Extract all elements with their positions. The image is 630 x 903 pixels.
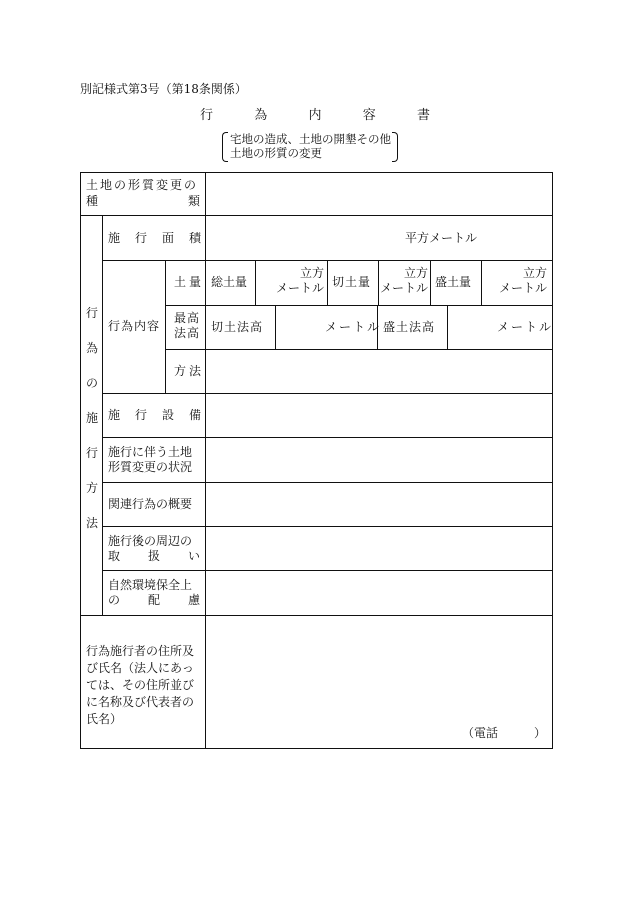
related-label: 関連行為の概要 — [108, 497, 193, 511]
table-border-right — [552, 172, 553, 749]
cell-divider — [275, 305, 276, 349]
fill-height-label: 盛土法高 — [383, 320, 436, 334]
bracket-right — [392, 132, 398, 162]
row-line — [102, 393, 553, 394]
phone-label: （電話 ） — [462, 726, 547, 740]
area-label: 施行面積 — [108, 231, 217, 245]
row-line — [102, 526, 553, 527]
total-soil-label: 総土量 — [211, 275, 248, 289]
bracket-left — [222, 132, 228, 162]
meter-unit: メートル — [497, 320, 554, 334]
subtitle-line-2: 土地の形質の変更 — [230, 146, 322, 160]
row-line — [80, 615, 553, 616]
row-line — [80, 215, 553, 216]
title-char: 容 — [362, 108, 376, 123]
applicant-label: 行為施行者の住所及 び氏名（法人にあっ ては、その住所並び に名称及び代表者の 氏名） — [86, 644, 195, 726]
table-border-top — [80, 172, 553, 173]
row-line — [102, 570, 553, 571]
cut-soil-label: 切土量 — [332, 275, 372, 289]
cut-height-label: 切土法高 — [211, 320, 264, 334]
cubic-unit: 立方 メートル — [380, 266, 429, 295]
nature-label: 自然環境保全上 の 配 慮 — [108, 578, 200, 607]
after-label: 施行後の周辺の 取 扱 い — [108, 534, 200, 563]
method-label: 方法 — [174, 364, 205, 378]
cell-divider — [481, 260, 482, 305]
content-label: 行為内容 — [108, 319, 161, 333]
document-title — [200, 104, 430, 123]
title-char: 為 — [254, 108, 268, 123]
soil-label: 土量 — [174, 275, 205, 289]
cell-divider — [430, 260, 431, 305]
table-border-bottom — [80, 748, 553, 749]
fill-soil-label: 盛土量 — [435, 275, 472, 289]
label-column-divider — [205, 172, 206, 749]
title-char: 内 — [308, 108, 322, 123]
meter-unit: メートル — [325, 320, 382, 334]
cell-divider — [327, 260, 328, 305]
title-char: 書 — [416, 108, 430, 123]
cell-divider — [378, 260, 379, 305]
form-reference: 別記様式第3号（第18条関係） — [80, 82, 247, 96]
title-char: 行 — [200, 108, 214, 123]
row-line — [165, 305, 553, 306]
facility-label: 施行設備 — [108, 408, 217, 422]
change-label: 施行に伴う土地 形質変更の状況 — [108, 445, 193, 474]
method-vertical-label: 行 為 の 施 行 方 法 — [86, 306, 99, 530]
type-label-line-2: 種 類 — [86, 194, 200, 208]
row-line — [102, 482, 553, 483]
type-label-line-1: 土地の形質変更の — [86, 178, 199, 192]
cell-divider — [447, 305, 448, 349]
max-height-label: 最高 法高 — [174, 311, 201, 340]
subtitle-line-1: 宅地の造成、土地の開墾その他 — [230, 132, 391, 146]
area-unit: 平方メートル — [405, 231, 478, 245]
cell-divider — [255, 260, 256, 305]
table-border-left — [80, 172, 81, 749]
row-line — [102, 437, 553, 438]
subtitle-bracket — [222, 132, 398, 162]
cubic-unit: 立方 メートル — [498, 266, 547, 295]
content-column-divider — [165, 260, 166, 393]
row-line — [165, 349, 553, 350]
method-column-divider — [102, 215, 103, 615]
cubic-unit: 立方 メートル — [275, 266, 324, 295]
